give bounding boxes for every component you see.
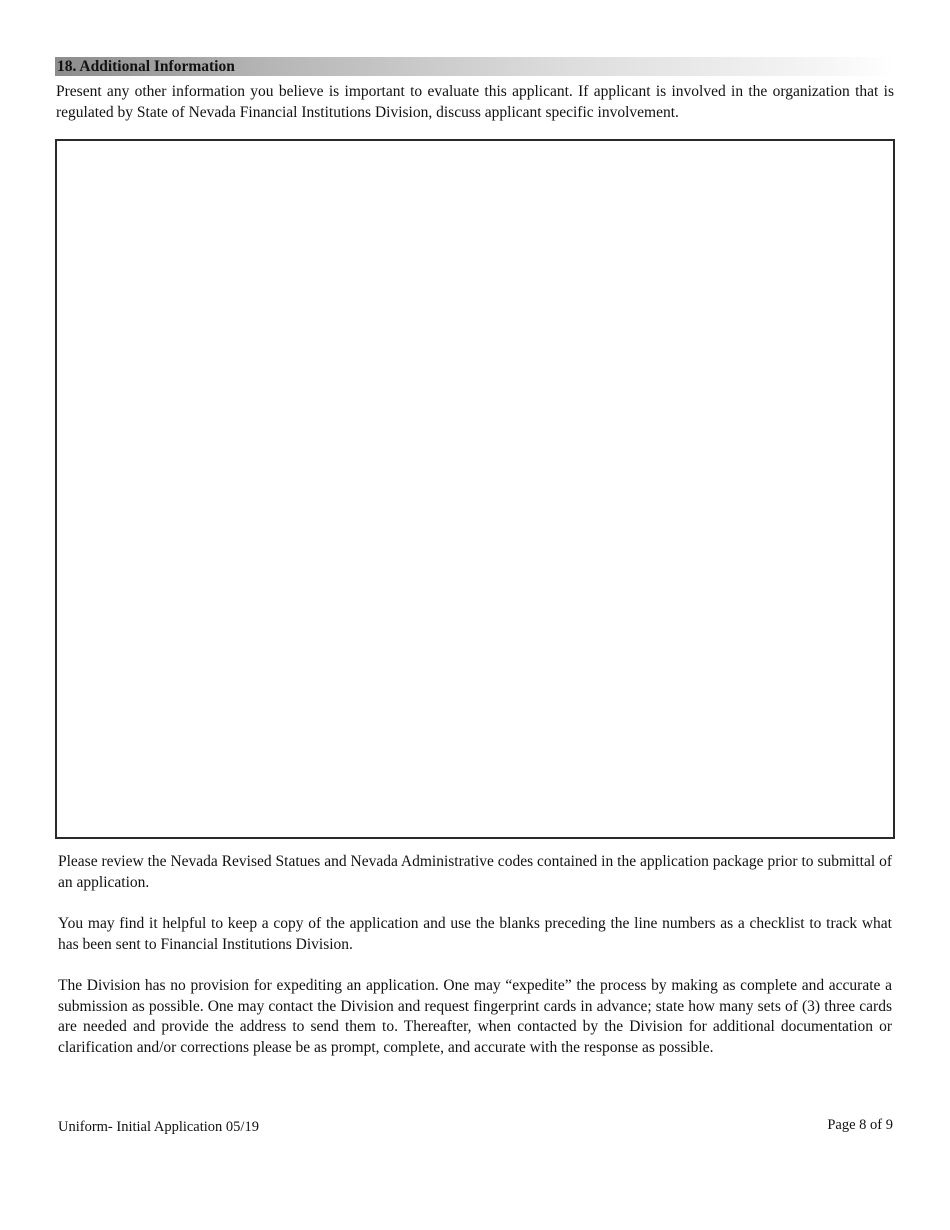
review-note: Please review the Nevada Revised Statues and Nevada Administrative codes contained in the application package prior to submittal of an application. [58, 853, 892, 891]
page-number: Page 8 of 9 [827, 1117, 893, 1133]
additional-information-field[interactable] [55, 139, 895, 839]
section-title: 18. Additional Information [57, 58, 235, 75]
section-header [55, 57, 895, 76]
section-instructions: Present any other information you believe is important to evaluate this applicant. If applicant is involved in the organization that is regulated by State of Nevada Financial Institutions Division, discuss applicant specific involvement. [56, 83, 894, 121]
form-id: Uniform- Initial Application 05/19 [58, 1119, 259, 1135]
expedite-note: The Division has no provision for expediting an application. One may “expedite” the process by making as complete and accurate a submission as possible. One may contact the Division and request fingerprint cards in advance; state how many sets of (3) three cards are needed and provide the address to send them to. Thereafter, when contacted by the Division for additional documentation or clarification and/or corrections please be as prompt, complete, and accurate with the response as possible. [58, 977, 892, 1056]
checklist-note: You may find it helpful to keep a copy of the application and use the blanks preceding the line numbers as a checklist to track what has been sent to Financial Institutions Division. [58, 915, 892, 953]
